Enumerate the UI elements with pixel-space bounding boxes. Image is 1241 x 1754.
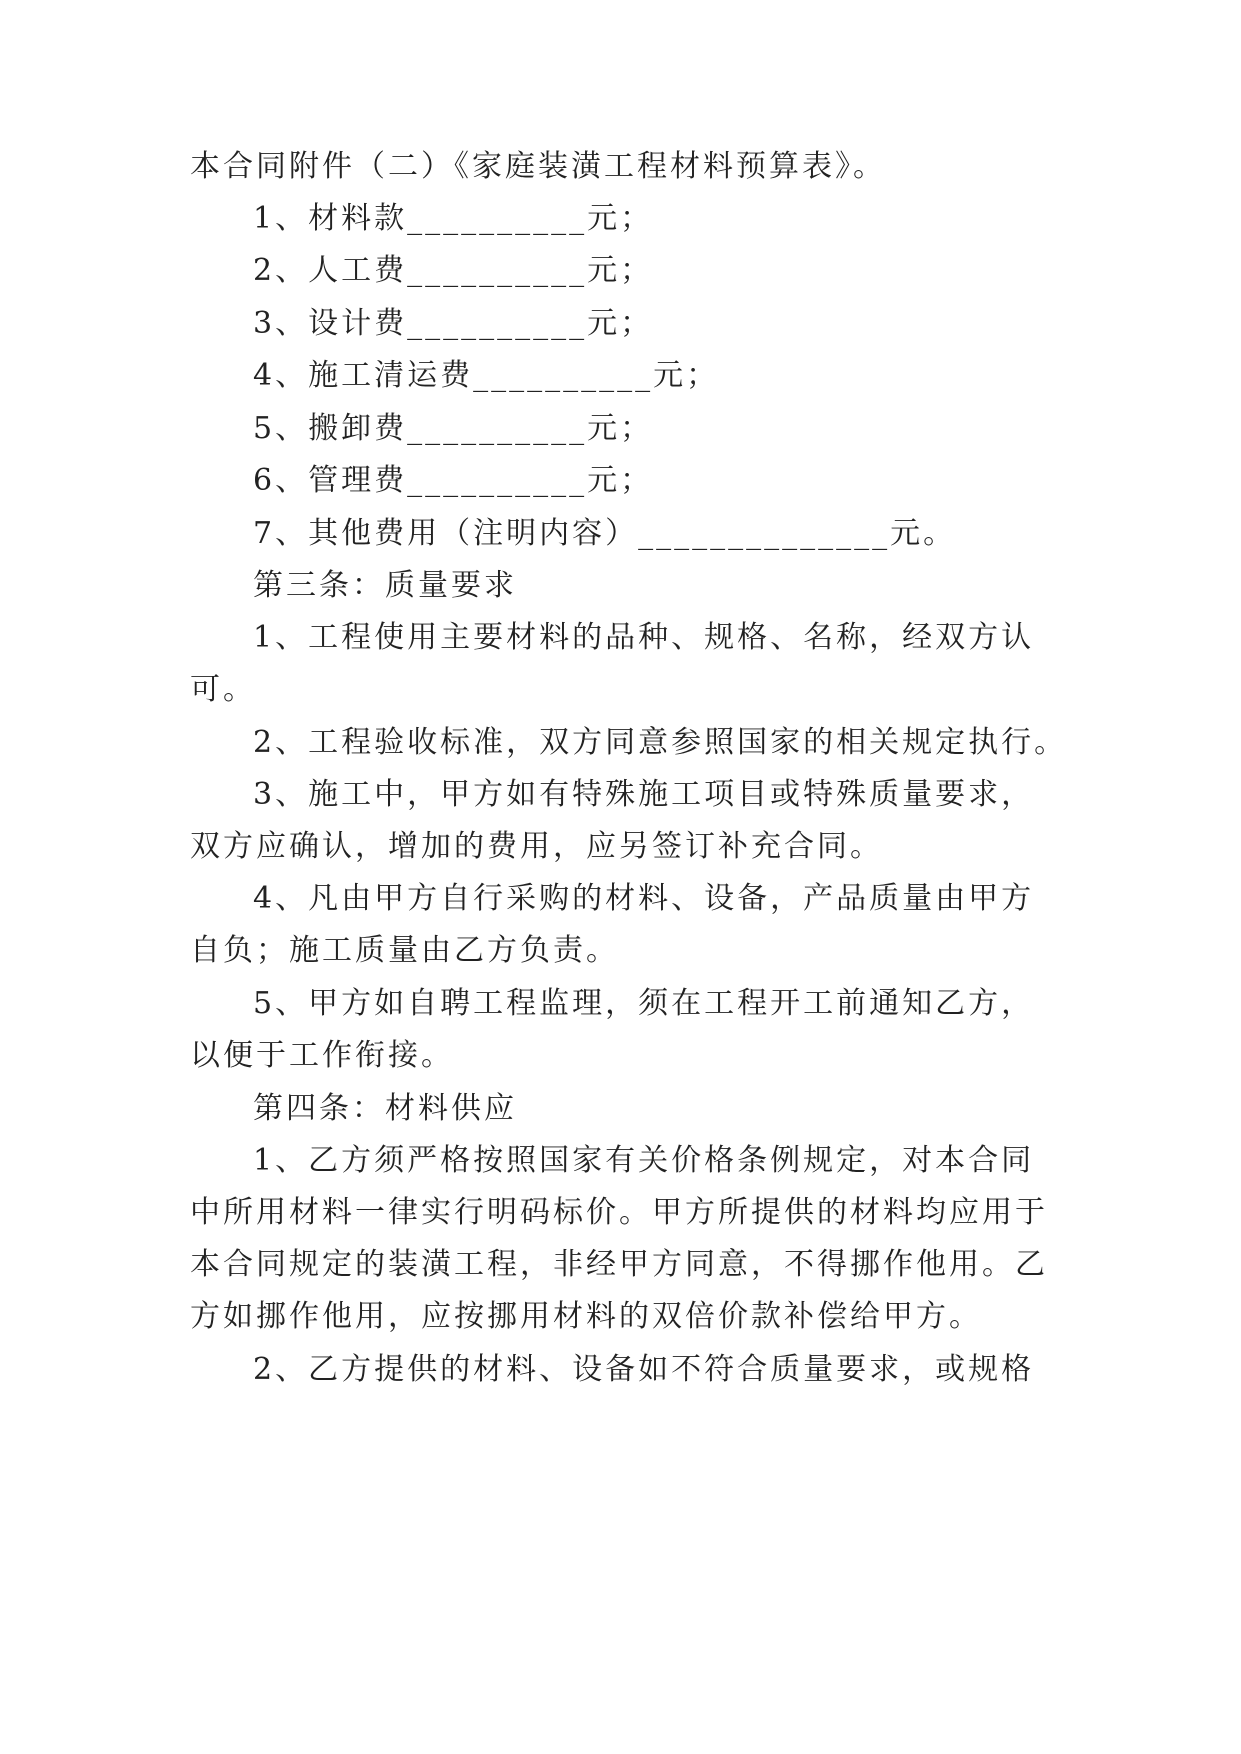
text-line: 1、工程使用主要材料的品种、规格、名称，经双方认	[253, 620, 1035, 655]
text-line: 2、乙方提供的材料、设备如不符合质量要求，或规格	[253, 1352, 1035, 1387]
fee-item-materials: 1、材料款__________元；	[253, 201, 654, 236]
text-line: 以便于工作衔接。	[190, 1038, 454, 1073]
text-line: 方如挪作他用，应按挪用材料的双倍价款补偿给甲方。	[190, 1299, 982, 1334]
text-line: 1、乙方须严格按照国家有关价格条例规定，对本合同	[253, 1143, 1035, 1178]
text-line: 中所用材料一律实行明码标价。甲方所提供的材料均应用于	[190, 1195, 1048, 1230]
fee-item-other: 7、其他费用（注明内容）______________元。	[253, 516, 957, 551]
text-line: 4、凡由甲方自行采购的材料、设备，产品质量由甲方	[253, 881, 1035, 916]
text-line: 3、施工中，甲方如有特殊施工项目或特殊质量要求，	[253, 777, 1035, 812]
section-heading-materials: 第四条：材料供应	[253, 1091, 517, 1126]
fee-item-management: 6、管理费__________元；	[253, 463, 654, 498]
fee-item-cleanup: 4、施工清运费__________元；	[253, 358, 720, 393]
text-line: 本合同附件（二）《家庭装潢工程材料预算表》。	[190, 149, 886, 184]
text-line: 5、甲方如自聘工程监理，须在工程开工前通知乙方，	[253, 986, 1035, 1021]
fee-item-handling: 5、搬卸费__________元；	[253, 411, 654, 446]
text-line: 本合同规定的装潢工程，非经甲方同意，不得挪作他用。乙	[190, 1247, 1048, 1282]
section-heading-quality: 第三条：质量要求	[253, 568, 517, 603]
fee-item-design: 3、设计费__________元；	[253, 306, 654, 341]
fee-item-labor: 2、人工费__________元；	[253, 253, 654, 288]
text-line: 可。	[190, 672, 256, 707]
text-line: 自负；施工质量由乙方负责。	[190, 933, 619, 968]
text-line: 双方应确认，增加的费用，应另签订补充合同。	[190, 829, 883, 864]
text-line: 2、工程验收标准，双方同意参照国家的相关规定执行。	[253, 725, 1068, 760]
